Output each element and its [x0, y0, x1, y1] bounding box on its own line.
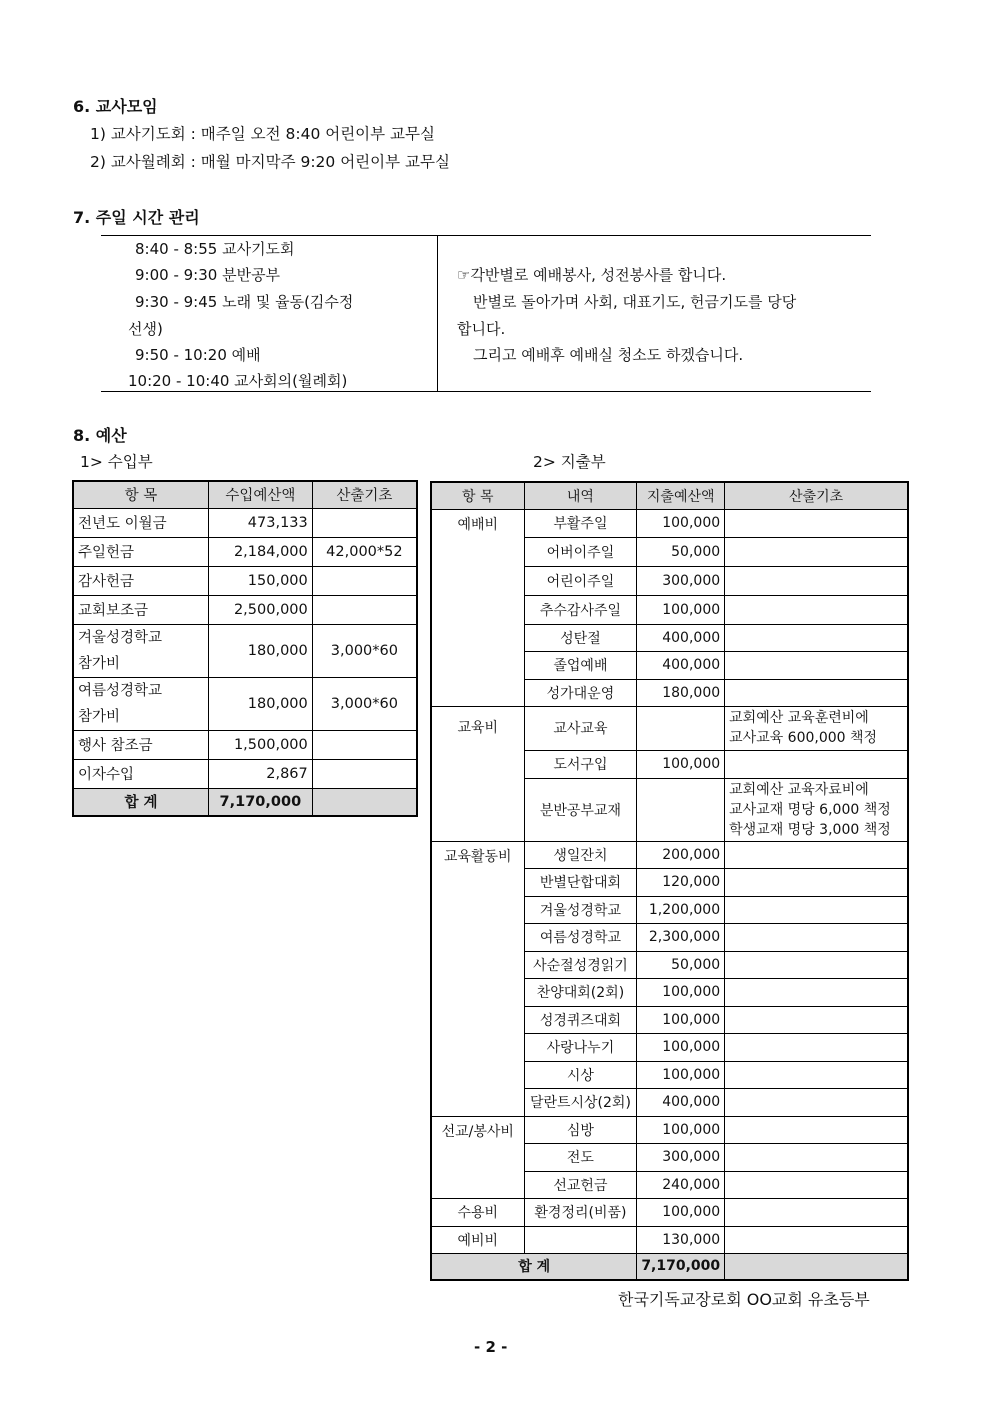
- table-row: [431, 1226, 908, 1253]
- expense-amount: 300,000: [637, 566, 725, 595]
- schedule-note: 그리고 예배후 예배실 청소도 하겠습니다.: [473, 346, 744, 364]
- income-total-amount: 7,170,000: [208, 788, 312, 816]
- table-row: [73, 677, 417, 730]
- expense-desc: 졸업예배: [524, 651, 637, 679]
- expense-amount: 100,000: [637, 1116, 725, 1143]
- expense-amount: 120,000: [637, 868, 725, 896]
- income-label: 1> 수입부: [80, 453, 153, 471]
- income-header: 항 목: [73, 481, 208, 508]
- table-row: [73, 624, 417, 677]
- expense-desc: 찬양대회(2회): [524, 978, 637, 1006]
- footer-org: 한국기독교장로회 OO교회 유초등부: [618, 1290, 870, 1309]
- expense-desc: 환경정리(비품): [524, 1198, 637, 1226]
- expense-desc: 시상: [524, 1061, 637, 1088]
- schedule-note: ☞각반별로 예배봉사, 성전봉사를 합니다.: [457, 266, 727, 284]
- income-amount: 473,133: [208, 508, 312, 537]
- income-item: 전년도 이월금: [73, 508, 208, 537]
- expense-amount: 100,000: [637, 595, 725, 624]
- expense-desc: 성가대운영: [524, 679, 637, 706]
- expense-basis: [725, 1116, 908, 1143]
- income-total-label: 합 계: [73, 788, 208, 816]
- expense-basis: [725, 1061, 908, 1088]
- expense-category: 수용비: [431, 1198, 524, 1226]
- income-amount: 2,500,000: [208, 595, 312, 624]
- expense-amount: 100,000: [637, 978, 725, 1006]
- income-basis: 42,000*52: [312, 537, 417, 566]
- schedule-divider: [437, 236, 438, 391]
- income-item: 주일헌금: [73, 537, 208, 566]
- expense-basis: [725, 624, 908, 651]
- expense-basis: [725, 841, 908, 868]
- expense-desc: 달란트시상(2회): [524, 1088, 637, 1116]
- income-item: 이자수입: [73, 759, 208, 788]
- income-header: 수입예산액: [208, 481, 312, 508]
- expense-basis: 교회예산 교육훈련비에 교사교육 600,000 책정: [725, 706, 908, 750]
- schedule-line: 9:50 - 10:20 예배: [135, 346, 261, 364]
- table-row: [73, 566, 417, 595]
- income-amount: 180,000: [208, 624, 312, 677]
- income-basis: [312, 508, 417, 537]
- expense-basis: [725, 868, 908, 896]
- expense-desc: 선교헌금: [524, 1171, 637, 1198]
- expense-desc: 여름성경학교: [524, 923, 637, 951]
- expense-amount: [637, 778, 725, 841]
- expense-desc: 전도: [524, 1143, 637, 1171]
- expense-amount: 300,000: [637, 1143, 725, 1171]
- income-total-row: [73, 788, 417, 816]
- income-header: 산출기초: [312, 481, 417, 508]
- section-7-title: 7. 주일 시간 관리: [73, 208, 200, 227]
- income-basis: [312, 759, 417, 788]
- expense-amount: [637, 706, 725, 750]
- income-basis: [312, 595, 417, 624]
- expense-amount: 130,000: [637, 1226, 725, 1253]
- table-row: [431, 841, 908, 868]
- expense-basis: [725, 1143, 908, 1171]
- expense-desc: 겨울성경학교: [524, 896, 637, 923]
- section-8-title: 8. 예산: [73, 426, 127, 445]
- schedule-line: 8:40 - 8:55 교사기도회: [135, 240, 295, 258]
- expense-header: 지출예산액: [637, 482, 725, 509]
- expense-basis: [725, 750, 908, 778]
- expense-amount: 100,000: [637, 1061, 725, 1088]
- expense-category: 선교/봉사비: [431, 1116, 524, 1198]
- expense-basis: [725, 1226, 908, 1253]
- expense-amount: 100,000: [637, 1198, 725, 1226]
- income-table: [72, 480, 418, 817]
- expense-amount: 2,300,000: [637, 923, 725, 951]
- expense-basis: [725, 978, 908, 1006]
- expense-desc: 어린이주일: [524, 566, 637, 595]
- income-item: 교회보조금: [73, 595, 208, 624]
- income-amount: 2,184,000: [208, 537, 312, 566]
- expense-basis: [725, 923, 908, 951]
- income-amount: 2,867: [208, 759, 312, 788]
- expense-header: 항 목: [431, 482, 524, 509]
- income-item: 여름성경학교 참가비: [73, 677, 208, 730]
- expense-amount: 400,000: [637, 1088, 725, 1116]
- expense-category: 예배비: [431, 509, 524, 706]
- expense-category: 교육활동비: [431, 841, 524, 1116]
- schedule-note: 반별로 돌아가며 사회, 대표기도, 헌금기도를 당당: [473, 293, 797, 311]
- expense-basis: [725, 509, 908, 537]
- expense-amount: 100,000: [637, 1006, 725, 1033]
- expense-desc: 어버이주일: [524, 537, 637, 566]
- table-row: [73, 508, 417, 537]
- expense-amount: 100,000: [637, 750, 725, 778]
- expense-desc: 교사교육: [524, 706, 637, 750]
- expense-basis: [725, 951, 908, 978]
- expense-basis: [725, 1171, 908, 1198]
- schedule-note: 합니다.: [457, 320, 506, 338]
- expense-basis: [725, 566, 908, 595]
- income-item: 겨울성경학교 참가비: [73, 624, 208, 677]
- expense-amount: 50,000: [637, 537, 725, 566]
- expense-total-amount: 7,170,000: [637, 1253, 725, 1280]
- income-item: 감사헌금: [73, 566, 208, 595]
- expense-header: 내역: [524, 482, 637, 509]
- income-basis: [312, 566, 417, 595]
- table-row: [431, 509, 908, 537]
- income-total-basis: [312, 788, 417, 816]
- table-row: [431, 1116, 908, 1143]
- schedule-line: 10:20 - 10:40 교사회의(월례회): [128, 372, 348, 390]
- expense-basis: 교회예산 교육자료비에 교사교재 명당 6,000 책정 학생교재 명당 3,000 책정: [725, 778, 908, 841]
- expense-category: 교육비: [431, 706, 524, 841]
- table-row: [73, 595, 417, 624]
- expense-total-row: [431, 1253, 908, 1280]
- expense-desc: 반별단합대회: [524, 868, 637, 896]
- income-basis: 3,000*60: [312, 624, 417, 677]
- expense-basis: [725, 679, 908, 706]
- expense-amount: 400,000: [637, 624, 725, 651]
- expense-desc: 사순절성경읽기: [524, 951, 637, 978]
- income-item: 행사 참조금: [73, 730, 208, 759]
- expense-total-label: 합 계: [431, 1253, 637, 1280]
- expense-amount: 100,000: [637, 1033, 725, 1061]
- expense-amount: 50,000: [637, 951, 725, 978]
- table-row: [431, 706, 908, 750]
- expense-basis: [725, 1033, 908, 1061]
- expense-amount: 200,000: [637, 841, 725, 868]
- meeting-item: 2) 교사월례회 : 매월 마지막주 9:20 어린이부 교무실: [90, 153, 450, 171]
- expense-basis: [725, 595, 908, 624]
- expense-amount: 240,000: [637, 1171, 725, 1198]
- expense-label: 2> 지출부: [533, 453, 606, 471]
- schedule-line: 9:30 - 9:45 노래 및 율동(김수정: [135, 293, 354, 311]
- expense-category: 예비비: [431, 1226, 524, 1253]
- expense-desc: [524, 1226, 637, 1253]
- expense-amount: 180,000: [637, 679, 725, 706]
- expense-desc: 도서구입: [524, 750, 637, 778]
- expense-basis: [725, 537, 908, 566]
- expense-desc: 분반공부교재: [524, 778, 637, 841]
- table-row: [73, 730, 417, 759]
- income-basis: 3,000*60: [312, 677, 417, 730]
- meeting-item: 1) 교사기도회 : 매주일 오전 8:40 어린이부 교무실: [90, 125, 435, 143]
- income-amount: 180,000: [208, 677, 312, 730]
- expense-basis: [725, 1006, 908, 1033]
- page-number: - 2 -: [474, 1338, 508, 1356]
- schedule-line: 9:00 - 9:30 분반공부: [135, 266, 281, 284]
- expense-amount: 100,000: [637, 509, 725, 537]
- income-basis: [312, 730, 417, 759]
- expense-header: 산출기초: [725, 482, 908, 509]
- schedule-line: 선생): [128, 320, 163, 338]
- expense-desc: 사랑나누기: [524, 1033, 637, 1061]
- expense-desc: 성경퀴즈대회: [524, 1006, 637, 1033]
- table-row: [431, 1198, 908, 1226]
- expense-desc: 부활주일: [524, 509, 637, 537]
- section-6-title: 6. 교사모임: [73, 97, 158, 116]
- expense-amount: 400,000: [637, 651, 725, 679]
- income-amount: 1,500,000: [208, 730, 312, 759]
- expense-desc: 성탄절: [524, 624, 637, 651]
- expense-basis: [725, 896, 908, 923]
- expense-desc: 추수감사주일: [524, 595, 637, 624]
- expense-desc: 심방: [524, 1116, 637, 1143]
- expense-basis: [725, 1088, 908, 1116]
- table-row: [73, 759, 417, 788]
- expense-basis: [725, 1198, 908, 1226]
- table-row: [73, 537, 417, 566]
- income-amount: 150,000: [208, 566, 312, 595]
- schedule-box: [101, 235, 871, 392]
- expense-amount: 1,200,000: [637, 896, 725, 923]
- expense-desc: 생일잔치: [524, 841, 637, 868]
- expense-basis: [725, 651, 908, 679]
- expense-total-basis: [725, 1253, 908, 1280]
- expense-table: [430, 481, 909, 1281]
